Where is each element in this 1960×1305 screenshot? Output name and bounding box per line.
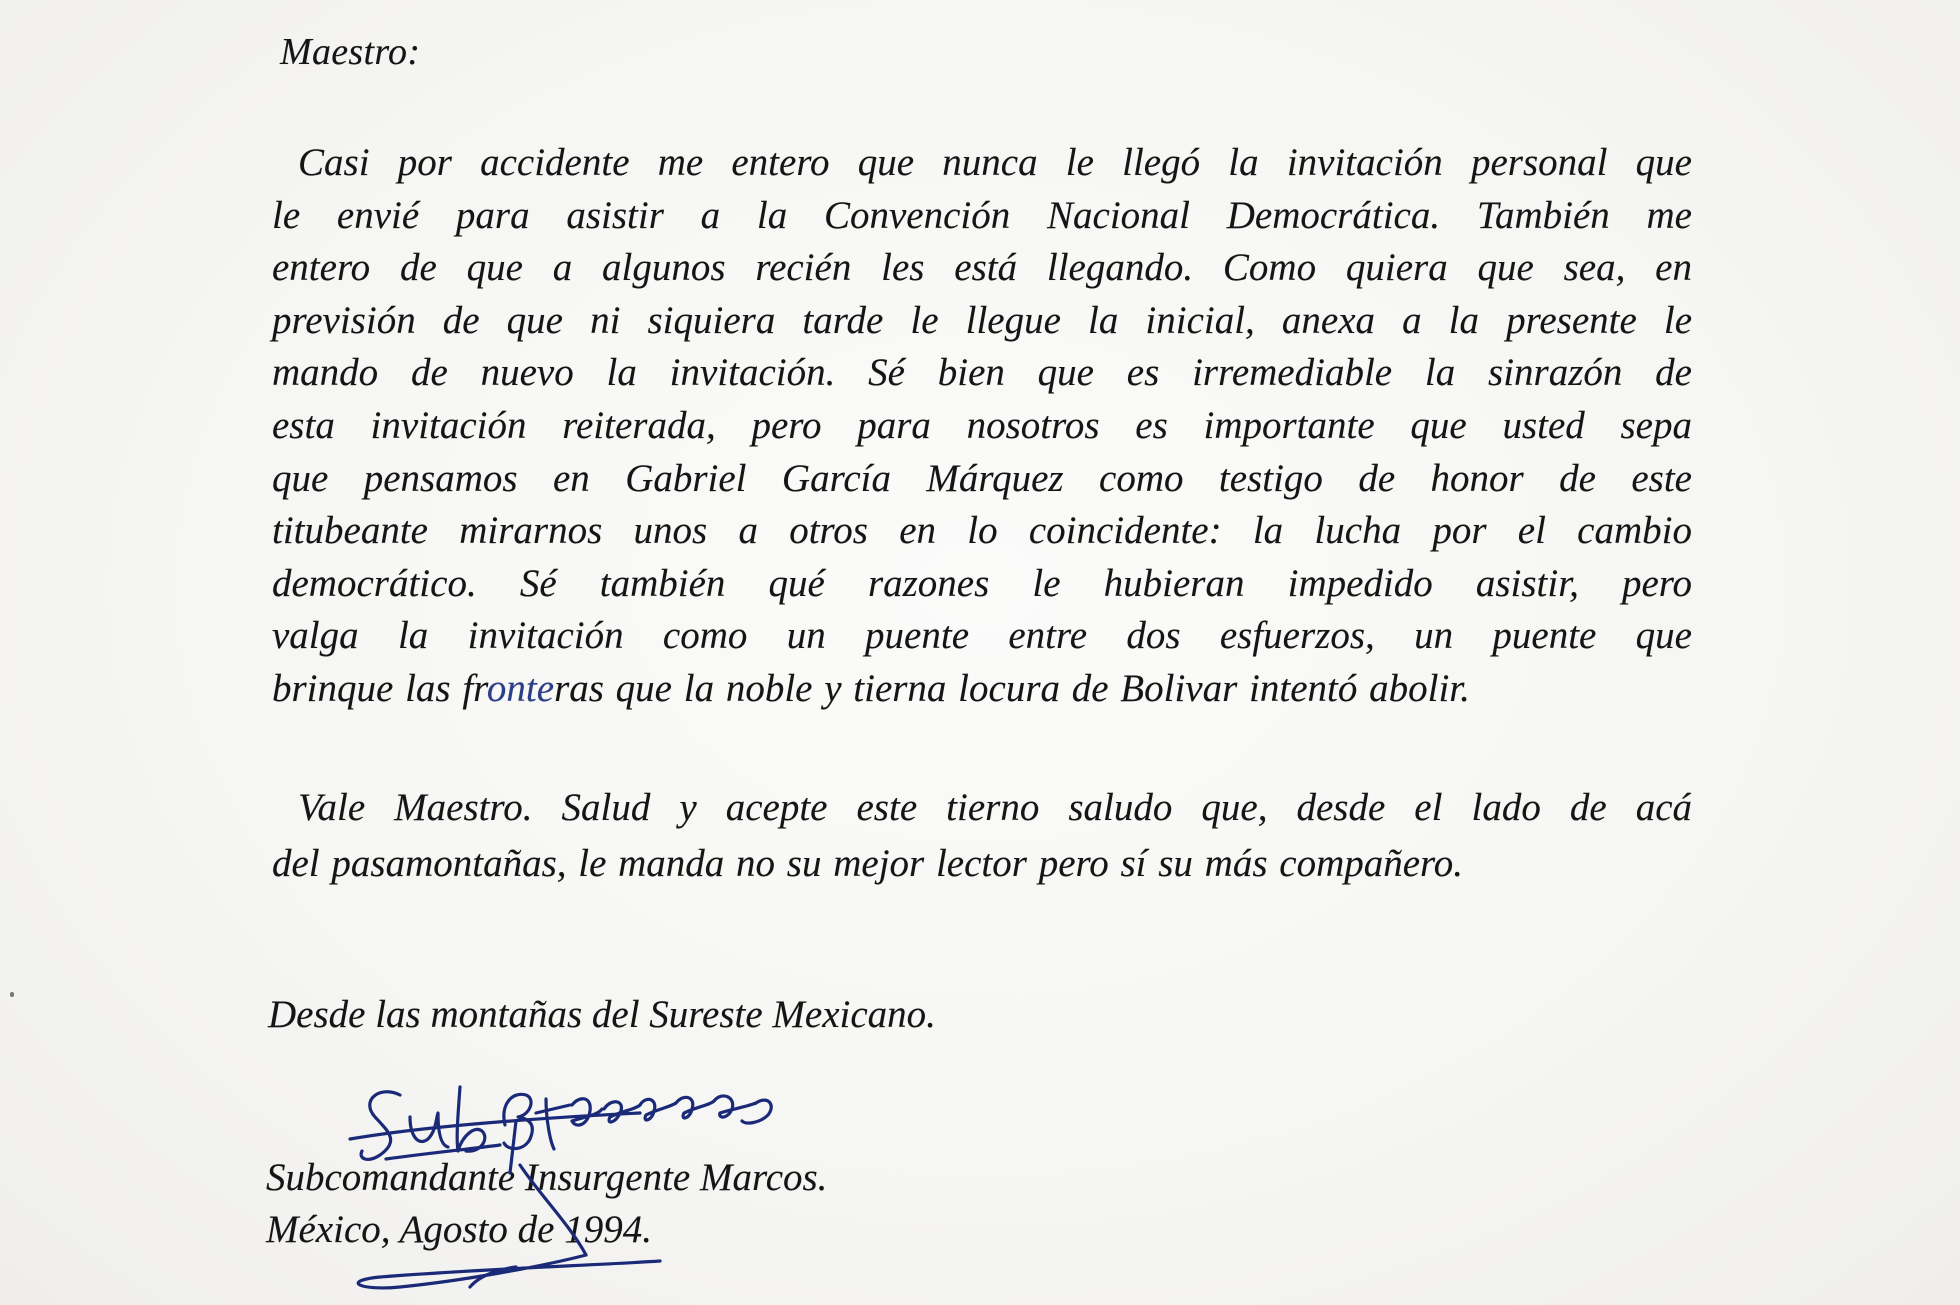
- paragraph-line: entero de que a algunos recién les está llegando. Como quiera que sea, en: [272, 246, 1692, 290]
- signature-date: México, Agosto de 1994.: [266, 1208, 652, 1251]
- paragraph-line: del pasamontañas, le manda no su mejor lector pero sí su más compañero.: [272, 842, 1464, 885]
- text-run: brinque las fr: [272, 666, 487, 710]
- paragraph-line: democrático. Sé también qué razones le hubieran impedido asistir, pero: [272, 561, 1692, 605]
- paragraph-1: [272, 136, 1692, 715]
- paper-speck: [10, 992, 14, 997]
- paragraph-line: mando de nuevo la invitación. Sé bien que es irremediable la sinrazón de: [272, 351, 1692, 395]
- paragraph-line: esta invitación reiterada, pero para nosotros es importante que usted sepa: [272, 403, 1692, 447]
- paragraph-line-last: [272, 662, 1692, 715]
- paragraph-line: previsión de que ni siquiera tarde le llegue la inicial, anexa a la presente le: [272, 298, 1692, 342]
- paragraph-2: [272, 781, 1692, 893]
- paragraph-line: titubeante mirarnos unos a otros en lo coincidente: la lucha por el cambio: [272, 509, 1692, 553]
- blue-ink-text: onte: [486, 666, 555, 710]
- paragraph-line: Casi por accidente me entero que nunca le llegó la invitación personal que: [298, 141, 1692, 184]
- paragraph-line: le envié para asistir a la Convención Nacional Democrática. También me: [272, 193, 1692, 237]
- paragraph-line: que pensamos en Gabriel García Márquez como testigo de honor de este: [272, 456, 1692, 500]
- paragraph-line: valga la invitación como un puente entre dos esfuerzos, un puente que: [272, 614, 1692, 658]
- text-run: ras que la noble y tierna locura de Bolivar intentó abolir.: [554, 666, 1470, 710]
- paragraph-line: Vale Maestro. Salud y acepte este tierno saludo que, desde el lado de acá: [298, 786, 1692, 829]
- signature-name: Subcomandante Insurgente Marcos.: [266, 1156, 828, 1199]
- salutation: Maestro:: [280, 31, 421, 73]
- closing-line: Desde las montañas del Sureste Mexicano.: [268, 993, 936, 1036]
